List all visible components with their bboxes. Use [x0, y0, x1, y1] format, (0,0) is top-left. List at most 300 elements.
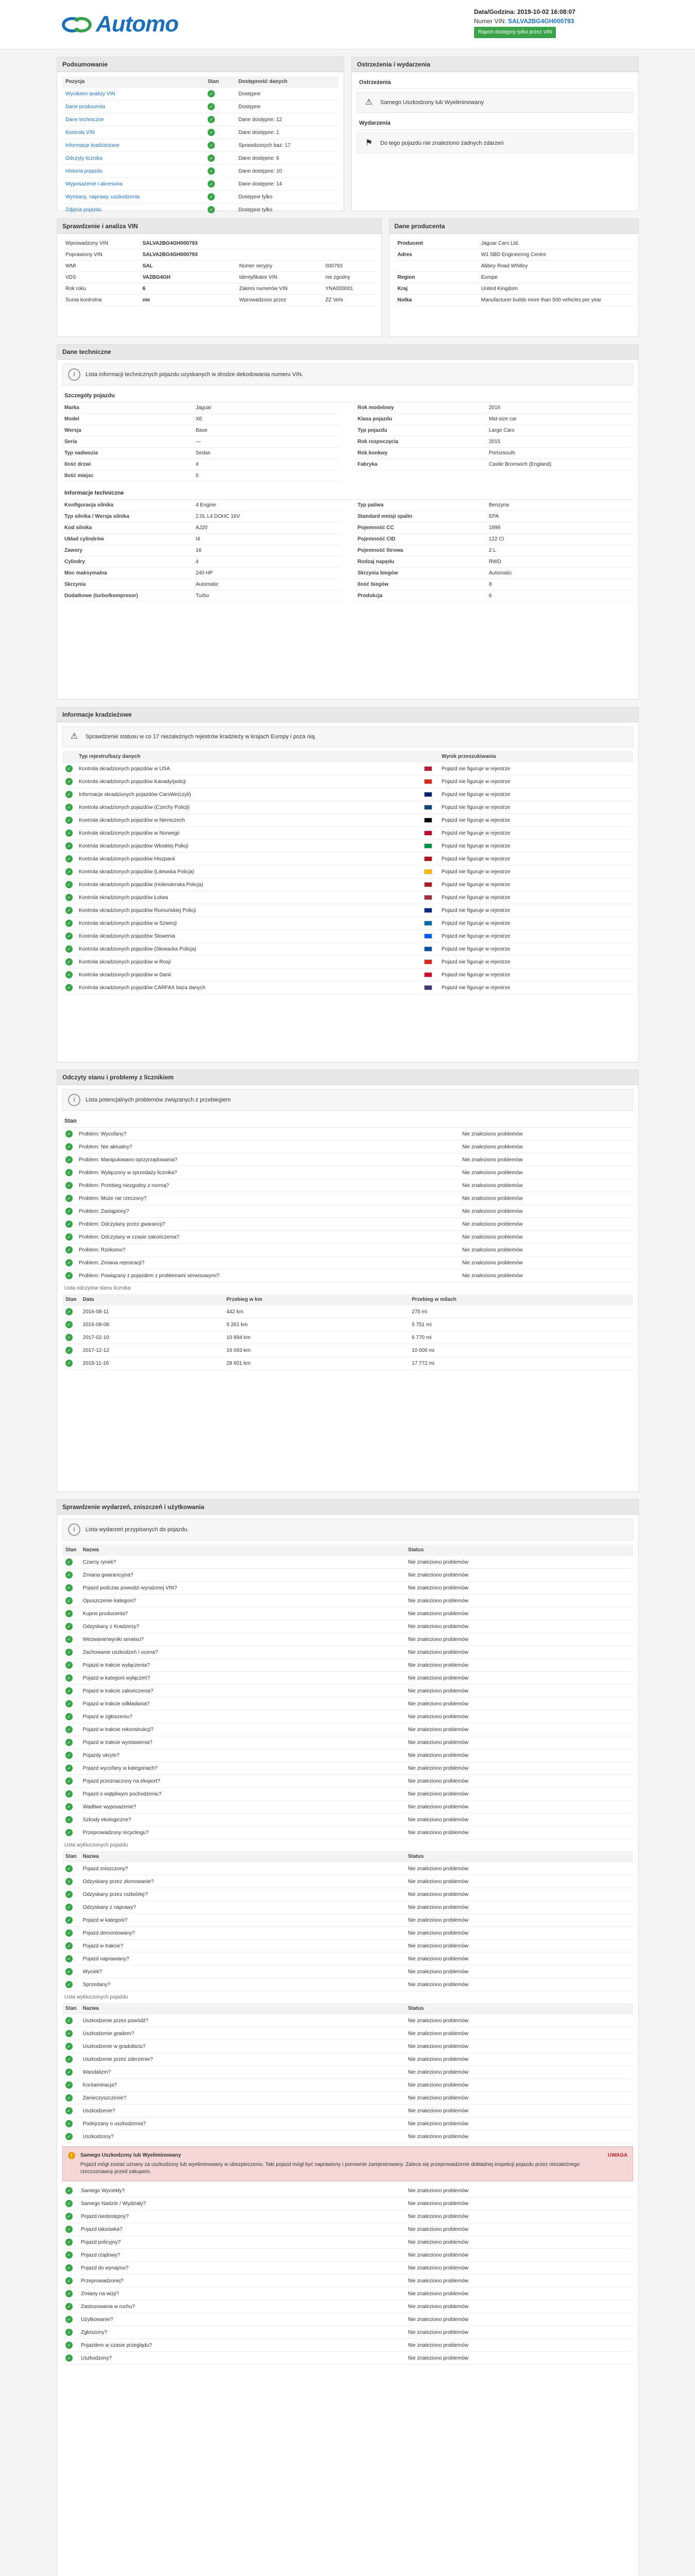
tech-engine-value: 4 Engine — [195, 502, 216, 508]
tech-engine-key: Produkcja — [358, 593, 383, 599]
tech-vehicle-value: Castle Bromwich (England) — [488, 462, 552, 467]
damage-col-header: Status — [405, 1545, 633, 1556]
summary-cell-link[interactable] — [62, 113, 205, 126]
odometer-read-km: 10 894 km — [224, 1331, 409, 1344]
damage-row — [62, 2092, 633, 2105]
producer-value: Europe — [478, 272, 633, 283]
damage-row — [62, 1646, 633, 1659]
summary-link[interactable]: Informacje kradzieżowe — [65, 142, 120, 148]
vin-value-2 — [322, 238, 376, 249]
summary-table — [62, 76, 338, 216]
check-icon: ✓ — [208, 206, 215, 213]
damage-name: Czarny rynek? — [80, 1556, 405, 1569]
damage-name: Odzyskany przez złomowanie? — [80, 1875, 405, 1888]
theft-registry: Kontrola skradzionych pojazdów w Rosji — [76, 956, 421, 969]
damage-result: Nie znaleziono problemów — [405, 2352, 633, 2365]
vin-row — [62, 261, 376, 272]
summary-link[interactable]: Dane producenta — [65, 104, 105, 110]
date-value: 2019-10-02 16:08:07 — [517, 8, 575, 15]
tech-engine-row — [62, 522, 340, 534]
damage-row — [62, 2287, 633, 2300]
theft-row — [62, 827, 633, 840]
summary-cell-link[interactable] — [62, 204, 205, 216]
flag-icon — [424, 843, 432, 849]
check-icon: ✓ — [65, 2120, 73, 2127]
producer-row — [395, 261, 633, 272]
logo-text: Automo — [96, 11, 179, 37]
damage-row — [62, 1862, 633, 1875]
damage-name: Przeprowadzony recyclingu? — [80, 1826, 405, 1839]
odometer-check-result: Nie znaleziono problemów — [459, 1166, 633, 1179]
damage-name: Pojazd rządowy? — [78, 2249, 405, 2262]
flag-icon — [424, 766, 432, 771]
theft-cell-flag — [421, 943, 438, 956]
damage-header-row — [62, 1545, 633, 1556]
tech-engine-value: Turbo — [195, 593, 209, 599]
check-icon: ✓ — [208, 193, 215, 200]
tech-engine-row — [62, 590, 340, 602]
tech-engine-key: Konfiguracja silnika — [64, 502, 114, 508]
check-icon: ✓ — [65, 1636, 73, 1643]
theft-cell-flag — [421, 840, 438, 853]
summary-cell-status — [205, 100, 235, 113]
damage-result: Nie znaleziono problemów — [405, 2262, 633, 2275]
theft-cell-flag — [421, 866, 438, 878]
damage-row — [62, 1965, 633, 1978]
tech-vehicle-row — [355, 402, 633, 414]
damage-row — [62, 1875, 633, 1888]
check-icon: ✓ — [65, 1584, 73, 1591]
tech-vehicle-value: 2015 — [488, 439, 501, 445]
theft-row — [62, 904, 633, 917]
info-icon: i — [68, 1523, 80, 1536]
damage-result: Nie znaleziono problemów — [405, 2027, 633, 2040]
damage-name: Pojazd zniszczony? — [80, 1862, 405, 1875]
damage-name: Zgłoszony? — [78, 2326, 405, 2339]
summary-cell-link[interactable] — [62, 191, 205, 204]
summary-link[interactable]: Wymiany, naprawy, uszkodzenia — [65, 194, 140, 200]
damage-result: Nie znaleziono problemów — [405, 1875, 633, 1888]
tech-engine-key: Kod silnika — [64, 525, 92, 531]
theft-cell-flag — [421, 853, 438, 866]
producer-row — [395, 238, 633, 249]
damage-row — [62, 1556, 633, 1569]
summary-cell-availability: Dostępne — [235, 100, 338, 113]
odometer-check-row — [62, 1218, 633, 1231]
summary-cell-availability: Dostępne — [235, 88, 338, 100]
check-icon: ✓ — [65, 2200, 73, 2207]
tech-vehicle-row — [62, 470, 340, 482]
check-icon: ✓ — [65, 2030, 73, 2037]
producer-card — [389, 218, 639, 337]
theft-result: Pojazd nie figuruje w rejestrze — [438, 904, 633, 917]
theft-result: Pojazd nie figuruje w rejestrze — [438, 762, 633, 775]
theft-row — [62, 943, 633, 956]
damage-row — [62, 1582, 633, 1595]
damage-result: Nie znaleziono problemów — [405, 1927, 633, 1940]
damage-row — [62, 2210, 633, 2223]
alert-item[interactable] — [357, 92, 633, 113]
summary-link[interactable]: Zdjęcia pojazdu — [65, 207, 102, 213]
check-icon: ✓ — [65, 2264, 73, 2272]
summary-link[interactable]: Wynikiem analizy VIN — [65, 91, 115, 97]
odometer-read-row — [62, 1357, 633, 1370]
tech-engine-row — [62, 500, 340, 511]
vin-row — [57, 218, 639, 344]
summary-row — [62, 204, 338, 216]
damage-status — [62, 2079, 80, 2092]
damage-result: Nie znaleziono problemów — [405, 2079, 633, 2092]
vin-row — [62, 283, 376, 295]
vin-row — [62, 272, 376, 283]
tech-vehicle-value: Sedan — [195, 450, 211, 456]
tech-engine-value: EPA — [488, 514, 499, 519]
summary-link[interactable]: Wyposażenie i akcesoria — [65, 181, 123, 187]
damage-status — [62, 2066, 80, 2079]
tech-engine-row — [62, 568, 340, 579]
summary-cell-link[interactable] — [62, 126, 205, 139]
damage-status — [62, 2275, 78, 2287]
tech-vehicle-value: Mid-size car — [488, 416, 517, 422]
damage-result: Nie znaleziono problemów — [405, 1775, 633, 1788]
tech-info-text: Lista informacji technicznych pojazdu uzyskanych w drodze dekodowania numeru VIN. — [86, 371, 303, 378]
summary-cell-link[interactable] — [62, 152, 205, 165]
theft-cell-status — [62, 775, 76, 788]
odometer-col-header: Przebieg w milach — [409, 1294, 633, 1306]
summary-cell-link[interactable] — [62, 139, 205, 152]
tech-info — [62, 364, 633, 385]
damage-row — [62, 1953, 633, 1965]
damage-row — [62, 1914, 633, 1927]
check-icon: ✓ — [65, 2094, 73, 2102]
damage-result: Nie znaleziono problemów — [405, 1762, 633, 1775]
odometer-col-header: Stan — [62, 1294, 80, 1306]
check-icon: ✓ — [65, 2329, 73, 2336]
damage-col-header: Status — [405, 1851, 633, 1862]
damage-name: Samego Wyciekły? — [78, 2184, 405, 2197]
tech-engine-value: 2.0L L4 DOHC 16V — [195, 514, 240, 519]
odometer-read-status — [62, 1357, 80, 1370]
damage-result: Nie znaleziono problemów — [405, 1901, 633, 1914]
odometer-read-row — [62, 1306, 633, 1318]
tech-engine-key: Pojemność CID — [358, 536, 396, 542]
vin-value: VA2BG4GH — [140, 272, 236, 283]
theft-col-header — [421, 751, 438, 762]
check-icon: ✓ — [65, 1891, 73, 1898]
damage-result: Nie znaleziono problemów — [405, 1978, 633, 1991]
check-icon: ✓ — [65, 933, 73, 940]
damage-result: Nie znaleziono problemów — [405, 2236, 633, 2249]
damage-row — [62, 2313, 633, 2326]
check-icon: ✓ — [65, 1700, 73, 1707]
brand-logo[interactable] — [62, 11, 178, 37]
odometer-check-row — [62, 1269, 633, 1282]
odometer-check-row — [62, 1257, 633, 1269]
summary-cell-link[interactable] — [62, 100, 205, 113]
damage-name: Kontaminacja? — [80, 2079, 405, 2092]
summary-row — [57, 57, 639, 218]
damage-status — [62, 2027, 80, 2040]
theft-cell-status — [62, 762, 76, 775]
theft-cell-status — [62, 788, 76, 801]
damage-result: Nie znaleziono problemów — [405, 1736, 633, 1749]
odometer-read-km: 16 093 km — [224, 1344, 409, 1357]
damage-row — [62, 1814, 633, 1826]
check-icon: ✓ — [65, 1334, 73, 1341]
damage-name: Pojazd w trakcie wystawienia? — [80, 1736, 405, 1749]
check-icon: ✓ — [65, 971, 73, 978]
odometer-check-row — [62, 1141, 633, 1154]
tech-engine-value: Automatic — [488, 570, 512, 576]
vin-row — [62, 249, 376, 261]
theft-row — [62, 788, 633, 801]
check-icon: ✓ — [65, 1687, 73, 1694]
flag-icon — [424, 805, 432, 810]
check-icon: ✓ — [65, 1233, 73, 1241]
tech-vehicle-row — [355, 425, 633, 436]
theft-result: Pojazd nie figuruje w rejestrze — [438, 775, 633, 788]
damage-name: Zmiany na wizji? — [78, 2287, 405, 2300]
damage-name: Pojazd naprawiany? — [80, 1953, 405, 1965]
damage-name: Pojazd demontowany? — [80, 1927, 405, 1940]
report-meta — [474, 7, 639, 38]
tech-vehicle-row — [355, 436, 633, 448]
check-icon: ✓ — [65, 2303, 73, 2310]
damage-row — [62, 2184, 633, 2197]
odometer-checks — [62, 1128, 633, 1282]
check-icon: ✓ — [65, 1904, 73, 1911]
info-icon: i — [68, 368, 80, 381]
damage-status — [62, 1862, 80, 1875]
theft-result: Pojazd nie figuruje w rejestrze — [438, 827, 633, 840]
theft-row — [62, 866, 633, 878]
summary-cell-status — [205, 165, 235, 178]
damage-name: Odzyskany przez rozbiórkę? — [80, 1888, 405, 1901]
damage-result: Nie znaleziono problemów — [405, 1888, 633, 1901]
theft-cell-flag — [421, 969, 438, 981]
tech-vehicle-key: Typ nadwozia — [64, 450, 98, 456]
damage-status — [62, 1965, 80, 1978]
check-icon: ✓ — [65, 1623, 73, 1630]
damage-row — [62, 2053, 633, 2066]
damage-status — [62, 2223, 78, 2236]
damage-row — [62, 2040, 633, 2053]
damage-status — [62, 1710, 80, 1723]
damage-result: Nie znaleziono problemów — [405, 2130, 633, 2143]
flag-icon — [424, 869, 432, 874]
producer-title: Dane producenta — [389, 219, 638, 234]
damage-row — [62, 2197, 633, 2210]
flag-icon — [424, 985, 432, 990]
tech-engine-key: Zawory — [64, 548, 83, 553]
damage-status — [62, 1927, 80, 1940]
check-icon: ✓ — [65, 2187, 73, 2194]
tech-engine-row — [355, 556, 633, 568]
odometer-check-name: Problem: Powiązany z pojazdem z problemami serwisowymi? — [76, 1269, 459, 1282]
tech-vehicle-value: 4 — [195, 462, 199, 467]
check-icon: ✓ — [65, 2107, 73, 2114]
damage-name: Sprzedany? — [80, 1978, 405, 1991]
tech-vehicle-key: Ilość drzwi — [64, 462, 91, 467]
tech-vehicle-row — [62, 436, 340, 448]
summary-cell-link[interactable] — [62, 178, 205, 191]
summary-title: Podsumowanie — [57, 57, 344, 72]
odometer-read-km: 9 261 km — [224, 1318, 409, 1331]
flag-icon — [424, 946, 432, 952]
damage-row — [62, 2275, 633, 2287]
theft-row — [62, 801, 633, 814]
vin-value: 6 — [140, 283, 236, 295]
check-icon: ✓ — [65, 1917, 73, 1924]
damage-row — [62, 2352, 633, 2365]
producer-key: Region — [395, 272, 478, 283]
odometer-read-date: 2018-11-16 — [80, 1357, 224, 1370]
damage-title: Sprawdzenie wydarzeń, zniszczeń i użytkowania — [57, 1500, 638, 1515]
damage-status — [62, 1749, 80, 1762]
tech-vehicle-key: Typ pojazdu — [358, 428, 387, 433]
tech-vehicle-row — [62, 425, 340, 436]
damage-result: Nie znaleziono problemów — [405, 2105, 633, 2117]
check-icon: ✓ — [65, 1130, 73, 1138]
theft-registry: Kontrola skradzionych pojazdów w Danii — [76, 969, 421, 981]
damage-status — [62, 1826, 80, 1839]
flag-icon — [424, 792, 432, 797]
odometer-check-name: Problem: Przebieg niezgodny z normą? — [76, 1179, 459, 1192]
tech-engine-value: 8 — [488, 582, 492, 587]
summary-link[interactable]: Dane techniczne — [65, 116, 104, 123]
alerts-title: Ostrzeżenia i wydarzenia — [352, 57, 638, 72]
theft-row — [62, 853, 633, 866]
damage-status — [62, 2184, 78, 2197]
theft-result: Pojazd nie figuruje w rejestrze — [438, 853, 633, 866]
tech-engine-value: Automatic — [195, 582, 219, 587]
logo-icon — [62, 13, 92, 36]
damage-status — [62, 1736, 80, 1749]
damage-status — [62, 1953, 80, 1965]
summary-link[interactable]: Historia pojazdu — [65, 168, 103, 174]
theft-cell-status — [62, 853, 76, 866]
theft-registry: Kontrola skradzionych pojazdów w Norwegii — [76, 827, 421, 840]
damage-status — [62, 2352, 78, 2365]
check-icon: ✓ — [65, 1726, 73, 1733]
check-icon: ✓ — [65, 1610, 73, 1617]
summary-link[interactable]: Kontrola VIN — [65, 129, 95, 135]
damage-status — [62, 2287, 78, 2300]
theft-result: Pojazd nie figuruje w rejestrze — [438, 788, 633, 801]
odometer-check-name: Problem: Zastąpiony? — [76, 1205, 459, 1218]
damage-result: Nie znaleziono problemów — [405, 1595, 633, 1607]
damage-name: Pojazd w zgłoszeniu? — [80, 1710, 405, 1723]
producer-key — [395, 261, 478, 272]
vin-value: nie — [140, 295, 236, 306]
odometer-info-text: Lista potencjalnych problemów związanych z przebiegiem — [86, 1097, 231, 1103]
check-icon: ✓ — [65, 1713, 73, 1720]
damage-result: Nie znaleziono problemów — [405, 2197, 633, 2210]
check-icon: ✓ — [65, 1955, 73, 1962]
damage-status — [62, 2210, 78, 2223]
check-icon: ✓ — [65, 2290, 73, 2297]
damage-row — [62, 1698, 633, 1710]
damage-name: Pojazd w trakcie odkładania? — [80, 1698, 405, 1710]
damage-result: Nie znaleziono problemów — [405, 1633, 633, 1646]
odometer-check-status — [62, 1257, 76, 1269]
damage-result: Nie znaleziono problemów — [405, 1723, 633, 1736]
damage-result: Nie znaleziono problemów — [405, 2339, 633, 2352]
theft-registry: Kontrola skradzionych pojazdów (Holenderska Policja) — [76, 878, 421, 891]
vin-label: Numer VIN: — [474, 18, 506, 25]
theft-title: Informacje kradzieżowe — [57, 707, 638, 722]
odometer-col-header: Przebieg w km — [224, 1294, 409, 1306]
check-icon: ✓ — [65, 778, 73, 785]
theft-cell-status — [62, 943, 76, 956]
damage-row — [62, 1762, 633, 1775]
damage-row — [62, 2066, 633, 2079]
tech-engine-key: Typ silnika / Wersja silnika — [64, 514, 129, 519]
vin-row — [62, 295, 376, 306]
damage-row — [62, 1685, 633, 1698]
damage-status — [62, 2236, 78, 2249]
summary-cell-link[interactable] — [62, 165, 205, 178]
summary-card — [57, 57, 344, 211]
summary-cell-link[interactable] — [62, 88, 205, 100]
damage-result: Nie znaleziono problemów — [405, 1710, 633, 1723]
odometer-read-status — [62, 1344, 80, 1357]
vin-row — [62, 238, 376, 249]
tech-vehicle-value: Base — [195, 428, 208, 433]
summary-link[interactable]: Odczyty licznika — [65, 155, 103, 161]
theft-result: Pojazd nie figuruje w rejestrze — [438, 943, 633, 956]
summary-row — [62, 100, 338, 113]
theft-cell-status — [62, 866, 76, 878]
alerts-subtitle: Ostrzeżenia — [357, 76, 633, 89]
tech-engine-key: Rodzaj napędu — [358, 559, 395, 565]
damage-row — [62, 2027, 633, 2040]
check-icon: ✓ — [65, 1221, 73, 1228]
producer-key: Notka — [395, 295, 478, 306]
highlight-text: Pojazd mógł zostać uznany za uszkodzony lub wyeliminowany w ubezpieczeniu. Taki pojazd mógł być naprawiony i ponownie zarejestrowany. Zaleca się przeprowadzenie dokładnej inspekcji pojazdu przez niezależnego rzeczoznawcę przed zakupem. — [80, 2162, 580, 2175]
damage-name: Pojazd podczas powodzi wyrażonej VIN? — [80, 1582, 405, 1595]
theft-cell-status — [62, 981, 76, 994]
flag-icon — [424, 831, 432, 836]
check-icon: ✓ — [65, 1942, 73, 1950]
odometer-check-status — [62, 1179, 76, 1192]
vin-key-2: Wprowadzono przez — [236, 295, 322, 306]
theft-registry: Kontrola skradzionych pojazdów Kanady/policji — [76, 775, 421, 788]
producer-key: Producent — [395, 238, 478, 249]
vin-key-2: Numer seryjny — [236, 261, 322, 272]
summary-cell-status — [205, 88, 235, 100]
damage-status — [62, 2092, 80, 2105]
flag-icon — [424, 818, 432, 823]
tech-engine-key: Pojemność litrowa — [358, 548, 403, 553]
vin-key-2 — [236, 249, 322, 261]
tech-engine-key: Cylindry — [64, 559, 86, 565]
check-icon: ✓ — [65, 1929, 73, 1937]
theft-cell-status — [62, 956, 76, 969]
damage-result: Nie znaleziono problemów — [405, 1569, 633, 1582]
tech-engine-value: RWD — [488, 559, 501, 565]
theft-registry: Kontrola skradzionych pojazdów Rumuńskiej Policji — [76, 904, 421, 917]
odometer-reads — [62, 1294, 633, 1370]
check-icon: ✓ — [65, 1208, 73, 1215]
theft-col-header — [62, 751, 76, 762]
tech-engine-row — [355, 545, 633, 556]
tech-vehicle-key: Marka — [64, 405, 79, 411]
damage-result: Nie znaleziono problemów — [405, 1749, 633, 1762]
damage-status — [62, 1888, 80, 1901]
damage-name: Pojazd w kategorii? — [80, 1914, 405, 1927]
tech-engine-row — [355, 579, 633, 590]
